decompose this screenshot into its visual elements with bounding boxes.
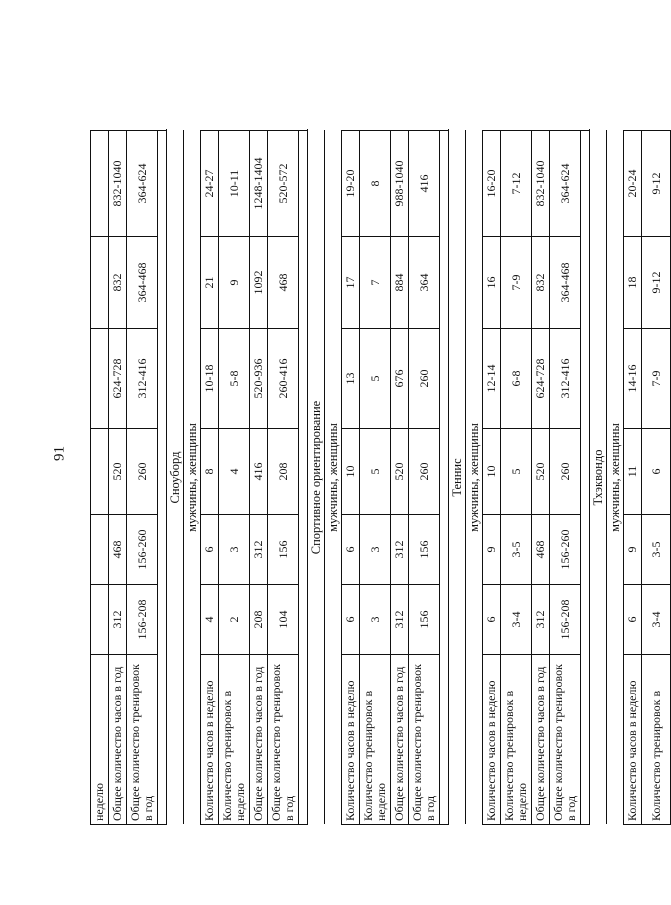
table-cell: 6 [624,585,642,655]
section-title: Сноуборд [167,131,184,825]
table-cell: 624-728 [532,329,550,429]
table-cell: 208 [268,429,299,515]
table-cell: 312 [391,585,409,655]
table-row [91,131,109,825]
table-cell: 1248-1404 [250,131,268,237]
row-label: Общее количество часов в год [250,655,268,825]
table-cell: 364-468 [127,237,158,329]
table-cell: 104 [268,585,299,655]
row-label: Общее количество тренировок в год [409,655,440,825]
row-label: Общее количество часов в год [391,655,409,825]
section-title-row [308,131,325,825]
table-cell: 9-12 [642,131,671,237]
row-label: Общее количество тренировок в год [550,655,581,825]
table-cell: 7-12 [501,131,532,237]
section-subtitle: мужчины, женщины [325,131,342,825]
table-cell: 468 [109,515,127,585]
spacer-row [440,131,449,825]
rotated-table-area [90,131,663,825]
table-cell: 260-416 [268,329,299,429]
table-cell: 988-1040 [391,131,409,237]
table-cell: 11 [624,429,642,515]
table-row [201,131,219,825]
table-cell: 520 [109,429,127,515]
table-cell: 520-936 [250,329,268,429]
table-cell: 520 [532,429,550,515]
table-cell: 312 [532,585,550,655]
table-cell: 21 [201,237,219,329]
table-cell: 7-9 [642,329,671,429]
table-cell: 5 [360,429,391,515]
table-row [127,131,158,825]
table-cell: 8 [360,131,391,237]
table-cell: 312-416 [550,329,581,429]
table-row [268,131,299,825]
table-cell [91,429,109,515]
table-row [409,131,440,825]
row-label: Общее количество тренировок в год [268,655,299,825]
table-cell: 156 [268,515,299,585]
table-cell: 1092 [250,237,268,329]
table-cell: 624-728 [109,329,127,429]
table-cell: 9-12 [642,237,671,329]
row-label: Количество часов в неделю [483,655,501,825]
section-title: Теннис [449,131,466,825]
table-cell: 19-20 [342,131,360,237]
table-cell: 14-16 [624,329,642,429]
section-title: Спортивное ориентирование [308,131,325,825]
table-row [483,131,501,825]
section-subtitle-row [325,131,342,825]
section-subtitle-row [184,131,201,825]
table-cell: 3 [360,515,391,585]
section-subtitle: мужчины, женщины [184,131,201,825]
section-title: Тхэквондо [590,131,607,825]
row-label: Количество тренировок в неделю [501,655,532,825]
table-cell: 208 [250,585,268,655]
table-cell: 16-20 [483,131,501,237]
spacer-row [158,131,167,825]
table-cell: 156 [409,585,440,655]
table-cell: 312 [250,515,268,585]
table-cell: 9 [624,515,642,585]
row-label: неделю [91,655,109,825]
table-row [501,131,532,825]
table-cell: 7-9 [501,237,532,329]
row-label: Количество тренировок в [642,655,671,825]
table-cell: 18 [624,237,642,329]
row-label: Количество тренировок в неделю [360,655,391,825]
table-cell: 8 [201,429,219,515]
section-subtitle: мужчины, женщины [466,131,483,825]
table-cell: 832 [532,237,550,329]
table-cell: 6 [201,515,219,585]
row-label: Количество часов в неделю [201,655,219,825]
table-cell: 884 [391,237,409,329]
table-cell [91,237,109,329]
table-cell: 364-624 [550,131,581,237]
table-cell: 156-260 [127,515,158,585]
table-cell: 364-624 [127,131,158,237]
table-cell: 676 [391,329,409,429]
table-cell: 13 [342,329,360,429]
table-cell: 4 [219,429,250,515]
table-cell: 5 [501,429,532,515]
spacer-cell [440,131,449,825]
table-row [391,131,409,825]
row-label: Количество часов в неделю [342,655,360,825]
table-cell [91,329,109,429]
table-cell: 24-27 [201,131,219,237]
table-cell: 17 [342,237,360,329]
table-cell: 364-468 [550,237,581,329]
table-cell: 4 [201,585,219,655]
table-cell: 12-14 [483,329,501,429]
table-cell: 10-11 [219,131,250,237]
table-cell: 9 [219,237,250,329]
table-row [624,131,642,825]
table-cell: 468 [532,515,550,585]
table-cell [91,131,109,237]
table-cell: 312 [109,585,127,655]
section-title-row [590,131,607,825]
table-cell: 260 [550,429,581,515]
row-label: Общее количество тренировок в год [127,655,158,825]
table-cell: 3-4 [642,585,671,655]
spacer-row [581,131,590,825]
table-cell: 3 [360,585,391,655]
table-cell: 5 [360,329,391,429]
row-label: Общее количество часов в год [532,655,550,825]
table-cell: 10 [342,429,360,515]
table-cell: 5-8 [219,329,250,429]
row-label: Количество тренировок в неделю [219,655,250,825]
table-cell: 156-260 [550,515,581,585]
table-body [91,131,671,825]
training-load-table [90,130,671,825]
table-cell: 832-1040 [532,131,550,237]
table-row [250,131,268,825]
table-cell: 260 [127,429,158,515]
table-cell: 260 [409,429,440,515]
table-cell: 832-1040 [109,131,127,237]
page-number: 91 [51,446,68,461]
table-cell: 468 [268,237,299,329]
table-cell: 156-208 [127,585,158,655]
table-cell: 520 [391,429,409,515]
table-row [550,131,581,825]
table-cell: 20-24 [624,131,642,237]
section-title-row [449,131,466,825]
table-cell [91,515,109,585]
table-cell: 7 [360,237,391,329]
spacer-cell [299,131,308,825]
table-cell: 156 [409,515,440,585]
table-cell: 9 [483,515,501,585]
table-cell: 6 [342,585,360,655]
table-row [532,131,550,825]
table-cell: 2 [219,585,250,655]
section-subtitle-row [607,131,624,825]
table-cell: 364 [409,237,440,329]
table-cell: 10 [483,429,501,515]
spacer-cell [158,131,167,825]
spacer-cell [581,131,590,825]
table-cell: 10-18 [201,329,219,429]
table-row [642,131,671,825]
table-row [109,131,127,825]
table-row [360,131,391,825]
section-subtitle: мужчины, женщины [607,131,624,825]
table-cell: 416 [250,429,268,515]
table-cell: 156-208 [550,585,581,655]
row-label: Общее количество часов в год [109,655,127,825]
table-cell: 3-5 [501,515,532,585]
table-cell: 260 [409,329,440,429]
spacer-row [299,131,308,825]
table-cell: 3 [219,515,250,585]
table-cell: 16 [483,237,501,329]
table-cell: 832 [109,237,127,329]
table-row [342,131,360,825]
table-cell: 6-8 [501,329,532,429]
row-label: Количество часов в неделю [624,655,642,825]
table-cell: 312-416 [127,329,158,429]
table-cell: 3-4 [501,585,532,655]
section-subtitle-row [466,131,483,825]
table-cell: 416 [409,131,440,237]
table-cell: 3-5 [642,515,671,585]
table-cell: 6 [483,585,501,655]
table-cell [91,585,109,655]
table-cell: 6 [642,429,671,515]
table-cell: 520-572 [268,131,299,237]
section-title-row [167,131,184,825]
table-cell: 6 [342,515,360,585]
table-cell: 312 [391,515,409,585]
table-row [219,131,250,825]
